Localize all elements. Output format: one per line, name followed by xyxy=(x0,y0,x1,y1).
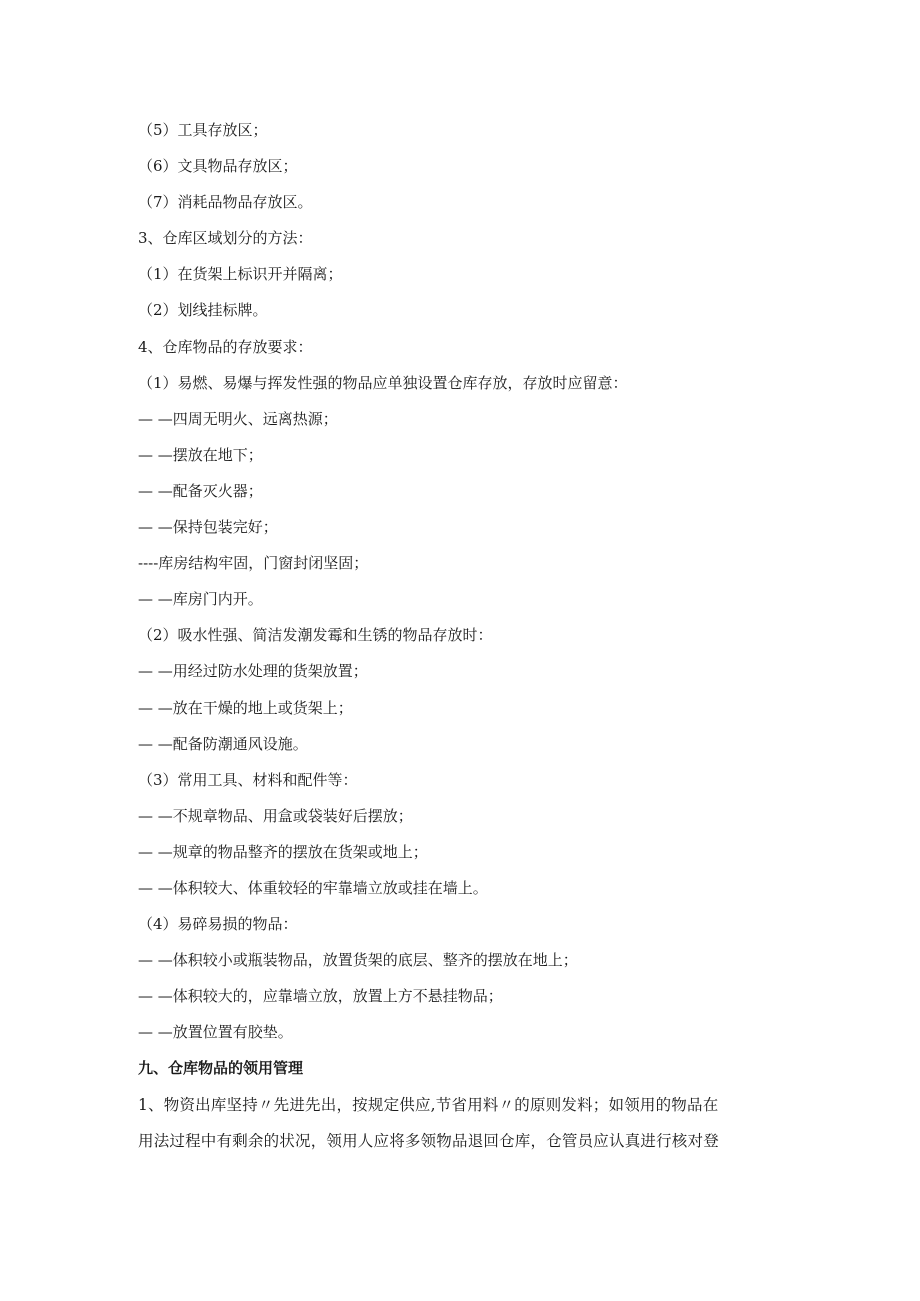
text-line: （1）在货架上标识开并隔离； xyxy=(138,265,343,284)
text-line: （6）文具物品存放区； xyxy=(138,157,298,176)
paragraph-issuance-rules xyxy=(138,1087,778,1160)
text-line: — —摆放在地下； xyxy=(138,445,263,464)
paragraph-line: 用法过程中有剩余的状况，领用人应将多领物品退回仓库，仓管员应认真进行核对登 xyxy=(138,1132,719,1151)
text-line: （7）消耗品物品存放区。 xyxy=(138,193,313,212)
text-line: — —四周无明火、远离热源； xyxy=(138,409,338,428)
text-lines xyxy=(138,112,778,1087)
text-line: （4）易碎易损的物品： xyxy=(138,915,298,934)
text-line: — —配备防潮通风设施。 xyxy=(138,734,308,753)
text-line: — —库房门内开。 xyxy=(138,590,263,609)
text-line: （5）工具存放区； xyxy=(138,121,268,139)
text-line: （1）易燃、易爆与挥发性强的物品应单独设置仓库存放，存放时应留意： xyxy=(138,373,628,392)
text-line: — —不规章物品、用盒或袋装好后摆放； xyxy=(138,806,413,825)
paragraph-line: 1、物资出库坚持〃先进先出，按规定供应,节省用料〃的原则发料；如领用的物品在 xyxy=(138,1095,719,1114)
text-line: （2）划线挂标牌。 xyxy=(138,301,268,320)
text-line: — —放在干燥的地上或货架上； xyxy=(138,698,353,717)
text-line: 4、仓库物品的存放要求： xyxy=(138,337,313,356)
text-line: — —用经过防水处理的货架放置； xyxy=(138,662,368,681)
text-line: ----库房结构牢固，门窗封闭坚固； xyxy=(138,554,369,573)
text-line: — —保持包装完好； xyxy=(138,518,278,537)
text-line: （2）吸水性强、简洁发潮发霉和生锈的物品存放时： xyxy=(138,626,493,645)
text-line: 3、仓库区域划分的方法： xyxy=(138,229,313,248)
text-line: — —放置位置有胶垫。 xyxy=(138,1023,293,1042)
text-line: — —规章的物品整齐的摆放在货架或地上； xyxy=(138,842,428,861)
section-heading: 九、仓库物品的领用管理 xyxy=(138,1059,304,1078)
document-body xyxy=(138,112,778,1160)
text-line: — —体积较大、体重较轻的牢靠墙立放或挂在墙上。 xyxy=(138,878,488,897)
text-line: （3）常用工具、材料和配件等： xyxy=(138,770,358,789)
text-line: — —体积较大的，应靠墙立放，放置上方不悬挂物品； xyxy=(138,987,503,1006)
text-line: — —体积较小或瓶装物品，放置货架的底层、整齐的摆放在地上； xyxy=(138,951,578,970)
text-line: — —配备灭火器； xyxy=(138,481,263,500)
